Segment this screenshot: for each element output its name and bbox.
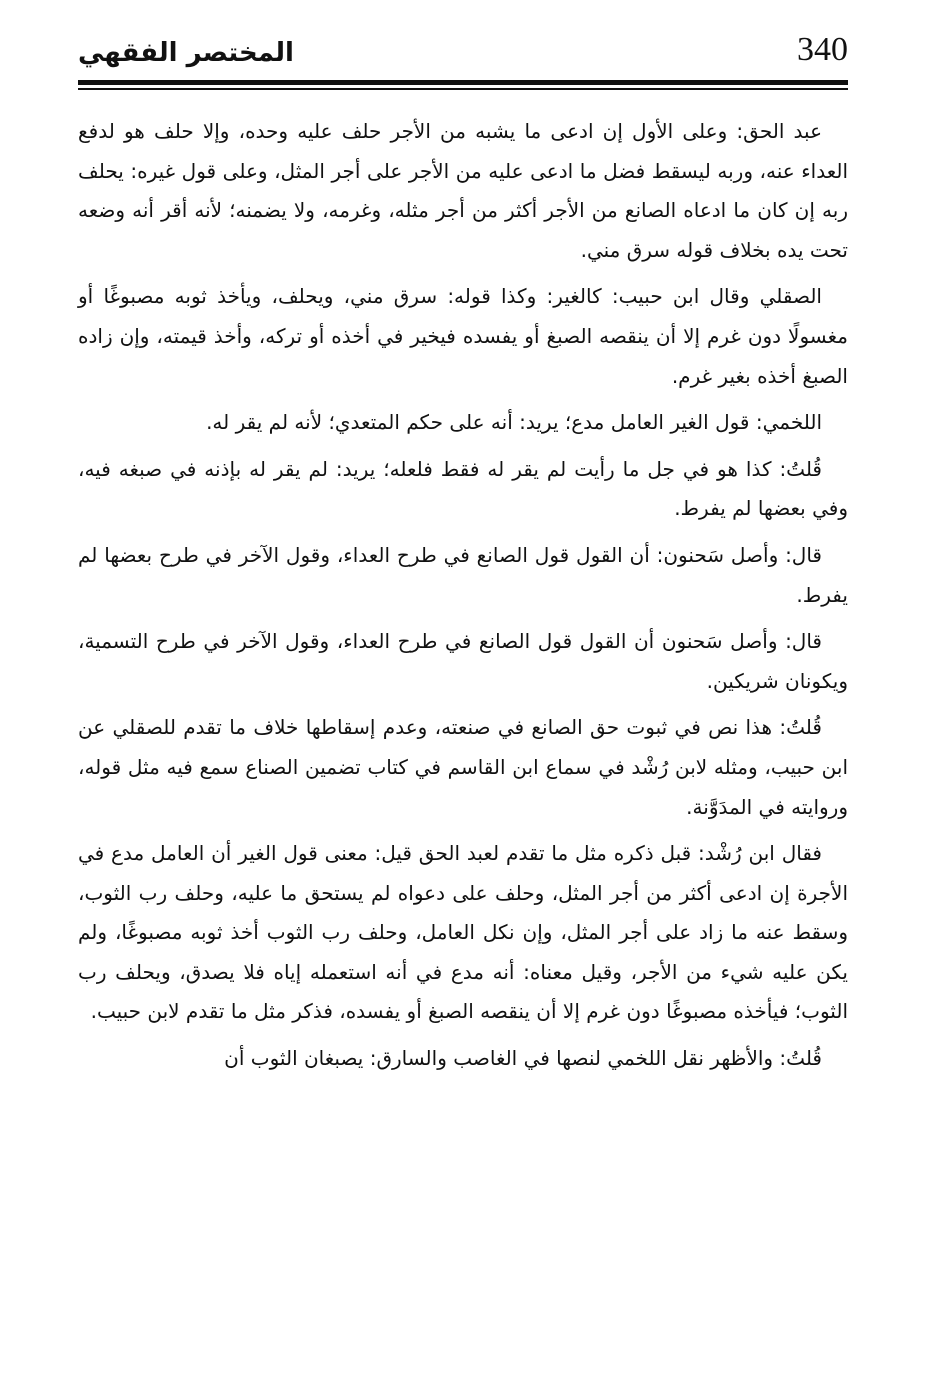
paragraph: قُلتُ: هذا نص في ثبوت حق الصانع في صنعته، وعدم إسقاطها خلاف ما تقدم للصقلي عن ابن حبيب، ومثله لابن رُشْد في سماع ابن القاسم في كتاب تضمين الصناع سمع فيه مثل قوله، وروايته في المدَوَّنة. bbox=[78, 715, 848, 819]
header-rule-thin bbox=[78, 88, 848, 90]
paragraph: اللخمي: قول الغير العامل مدع؛ يريد: أنه على حكم المتعدي؛ لأنه لم يقر له. bbox=[206, 410, 822, 435]
running-title: المختصر الفقهي bbox=[78, 38, 294, 68]
header-rule-thick bbox=[78, 80, 848, 85]
paragraph: قُلتُ: والأظهر نقل اللخمي لنصها في الغاصب والسارق: يصبغان الثوب أن bbox=[224, 1046, 822, 1071]
page-number: 340 bbox=[797, 31, 848, 68]
paragraph: قال: وأصل سَحنون أن القول قول الصانع في طرح العداء، وقول الآخر في طرح التسمية، ويكونان شريكين. bbox=[78, 629, 848, 693]
page-header bbox=[78, 30, 848, 82]
paragraph: عبد الحق: وعلى الأول إن ادعى ما يشبه من الأجر حلف عليه وحده، وإلا حلف هو لدفع العداء عنه، وربه ليسقط فضل ما ادعى عليه من الأجر على أجر المثل، وعلى قول غيره: يحلف ربه إن كان ما ادعاه الصانع من الأجر أكثر من أجر مثله، وغرمه، ولا يضمنه؛ لأنه أقر أنه وضعه تحت يده بخلاف قوله سرق مني. bbox=[78, 119, 848, 262]
paragraph: فقال ابن رُشْد: قبل ذكره مثل ما تقدم لعبد الحق قيل: معنى قول الغير أن العامل مدع في الأجرة إن ادعى أكثر من أجر المثل، وحلف على دعواه لم يستحق ما عليه، وحلف رب الثوب، وسقط عنه ما زاد على أجر المثل، وإن نكل العامل، وحلف رب الثوب أخذ ثوبه مصبوغًا، ولم يكن عليه شيء من الأجر، وقيل معناه: أنه مدع في أنه استعمله إياه فلا يصدق، ويحلف رب الثوب؛ فيأخذه مصبوغًا دون غرم إلا أن ينقصه الصبغ أو يفسده، فذكر مثل ما تقدم لابن حبيب. bbox=[78, 841, 848, 1024]
paragraph: قال: وأصل سَحنون: أن القول قول الصانع في طرح العداء، وقول الآخر في طرح بعضها لم يفرط. bbox=[78, 542, 848, 607]
paragraph: قُلتُ: كذا هو في جل ما رأيت لم يقر له فقط فلعله؛ يريد: لم يقر له بإذنه في صبغه فيه، وفي بعضها لم يفرط. bbox=[78, 456, 848, 521]
body-text bbox=[78, 112, 848, 1086]
paragraph: الصقلي وقال ابن حبيب: كالغير: وكذا قوله: سرق مني، ويحلف، ويأخذ ثوبه مصبوغًا أو مغسولًا دون غرم إلا أن ينقصه الصبغ أو يفسده فيخير في أخذه أو تركه، وأخذ قيمته، وإن زاده الصبغ أخذه بغير غرم. bbox=[78, 284, 848, 388]
